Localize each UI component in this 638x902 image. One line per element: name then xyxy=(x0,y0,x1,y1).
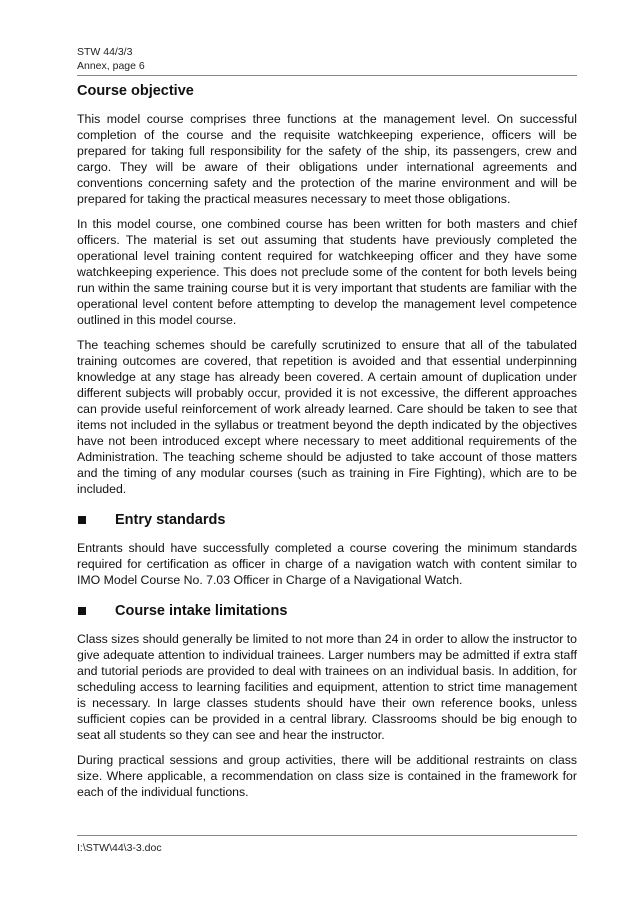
entry-standards-paragraph: Entrants should have successfully completed a course covering the minimum standards required for certification as officer in charge of a navigation watch with content similar to IMO Model Course No. 7.03 Officer in Charge of a Navigational Watch. xyxy=(77,541,577,587)
square-bullet-icon xyxy=(78,516,86,524)
square-bullet-icon xyxy=(78,607,86,615)
course-intake-paragraph-2: During practical sessions and group activities, there will be additional restraints on class size. Where applicable, a recommendation on class size is contained in the framework for each of the individual functions. xyxy=(77,753,577,799)
footer-divider xyxy=(77,835,577,836)
course-objective-paragraph-1: This model course comprises three functions at the management level. On successful completion of the course and the requisite watchkeeping experience, officers will be prepared for taking full responsibility for the safety of the ship, its passengers, crew and cargo. They will be aware of their obligations under international agreements and conventions concerning safety and the protection of the marine environment and will be prepared for taking the practical measures necessary to meet those obligations. xyxy=(77,112,577,206)
footer-file-path: I:\STW\44\3-3.doc xyxy=(77,842,162,854)
entry-standards-heading xyxy=(77,511,577,529)
course-intake-paragraph-1: Class sizes should generally be limited to not more than 24 in order to allow the instructor to give adequate attention to individual trainees. Larger numbers may be admitted if extra staff and tutorial periods are provided to deal with trainees on an individual basis. In addition, for scheduling access to learning facilities and equipment, attention to strict time management is necessary. In large classes students should have their own reference books, unless sufficient copies can be provided in a central library. Classrooms should be big enough to seat all students so they can see and hear the instructor. xyxy=(77,632,577,742)
page-body xyxy=(77,80,577,800)
course-intake-heading xyxy=(77,602,577,620)
document-reference: STW 44/3/3 xyxy=(77,46,133,58)
entry-standards-title: Entry standards xyxy=(115,512,226,528)
course-objective-heading: Course objective xyxy=(77,83,194,99)
page-header xyxy=(77,45,577,73)
course-objective-paragraph-3: The teaching schemes should be carefully scrutinized to ensure that all of the tabulated training outcomes are covered, that repetition is avoided and that essential underpinning knowledge at any stage has already been covered. A certain amount of duplication under different subjects will probably occur, provided it is not excessive, the different approaches can provide useful reinforcement of work already learned. Care should be taken to see that items not included in the syllabus or treatment beyond the depth indicated by the objectives have not been introduced except where necessary to meet additional requirements of the Administration. The teaching scheme should be adjusted to take account of those matters and the timing of any modular courses (such as training in Fire Fighting), which are to be included. xyxy=(77,338,577,496)
header-divider xyxy=(77,75,577,76)
annex-page-label: Annex, page 6 xyxy=(77,60,145,72)
course-intake-title: Course intake limitations xyxy=(115,603,288,619)
course-objective-paragraph-2: In this model course, one combined course has been written for both masters and chief officers. The material is set out assuming that students have previously completed the operational level training content required for watchkeeping officer and they have some watchkeeping experience. This does not preclude some of the content for both levels being run within the same training course but it is very important that students are familiar with the operational level content before attempting to develop the management level competence outlined in this model course. xyxy=(77,217,577,327)
